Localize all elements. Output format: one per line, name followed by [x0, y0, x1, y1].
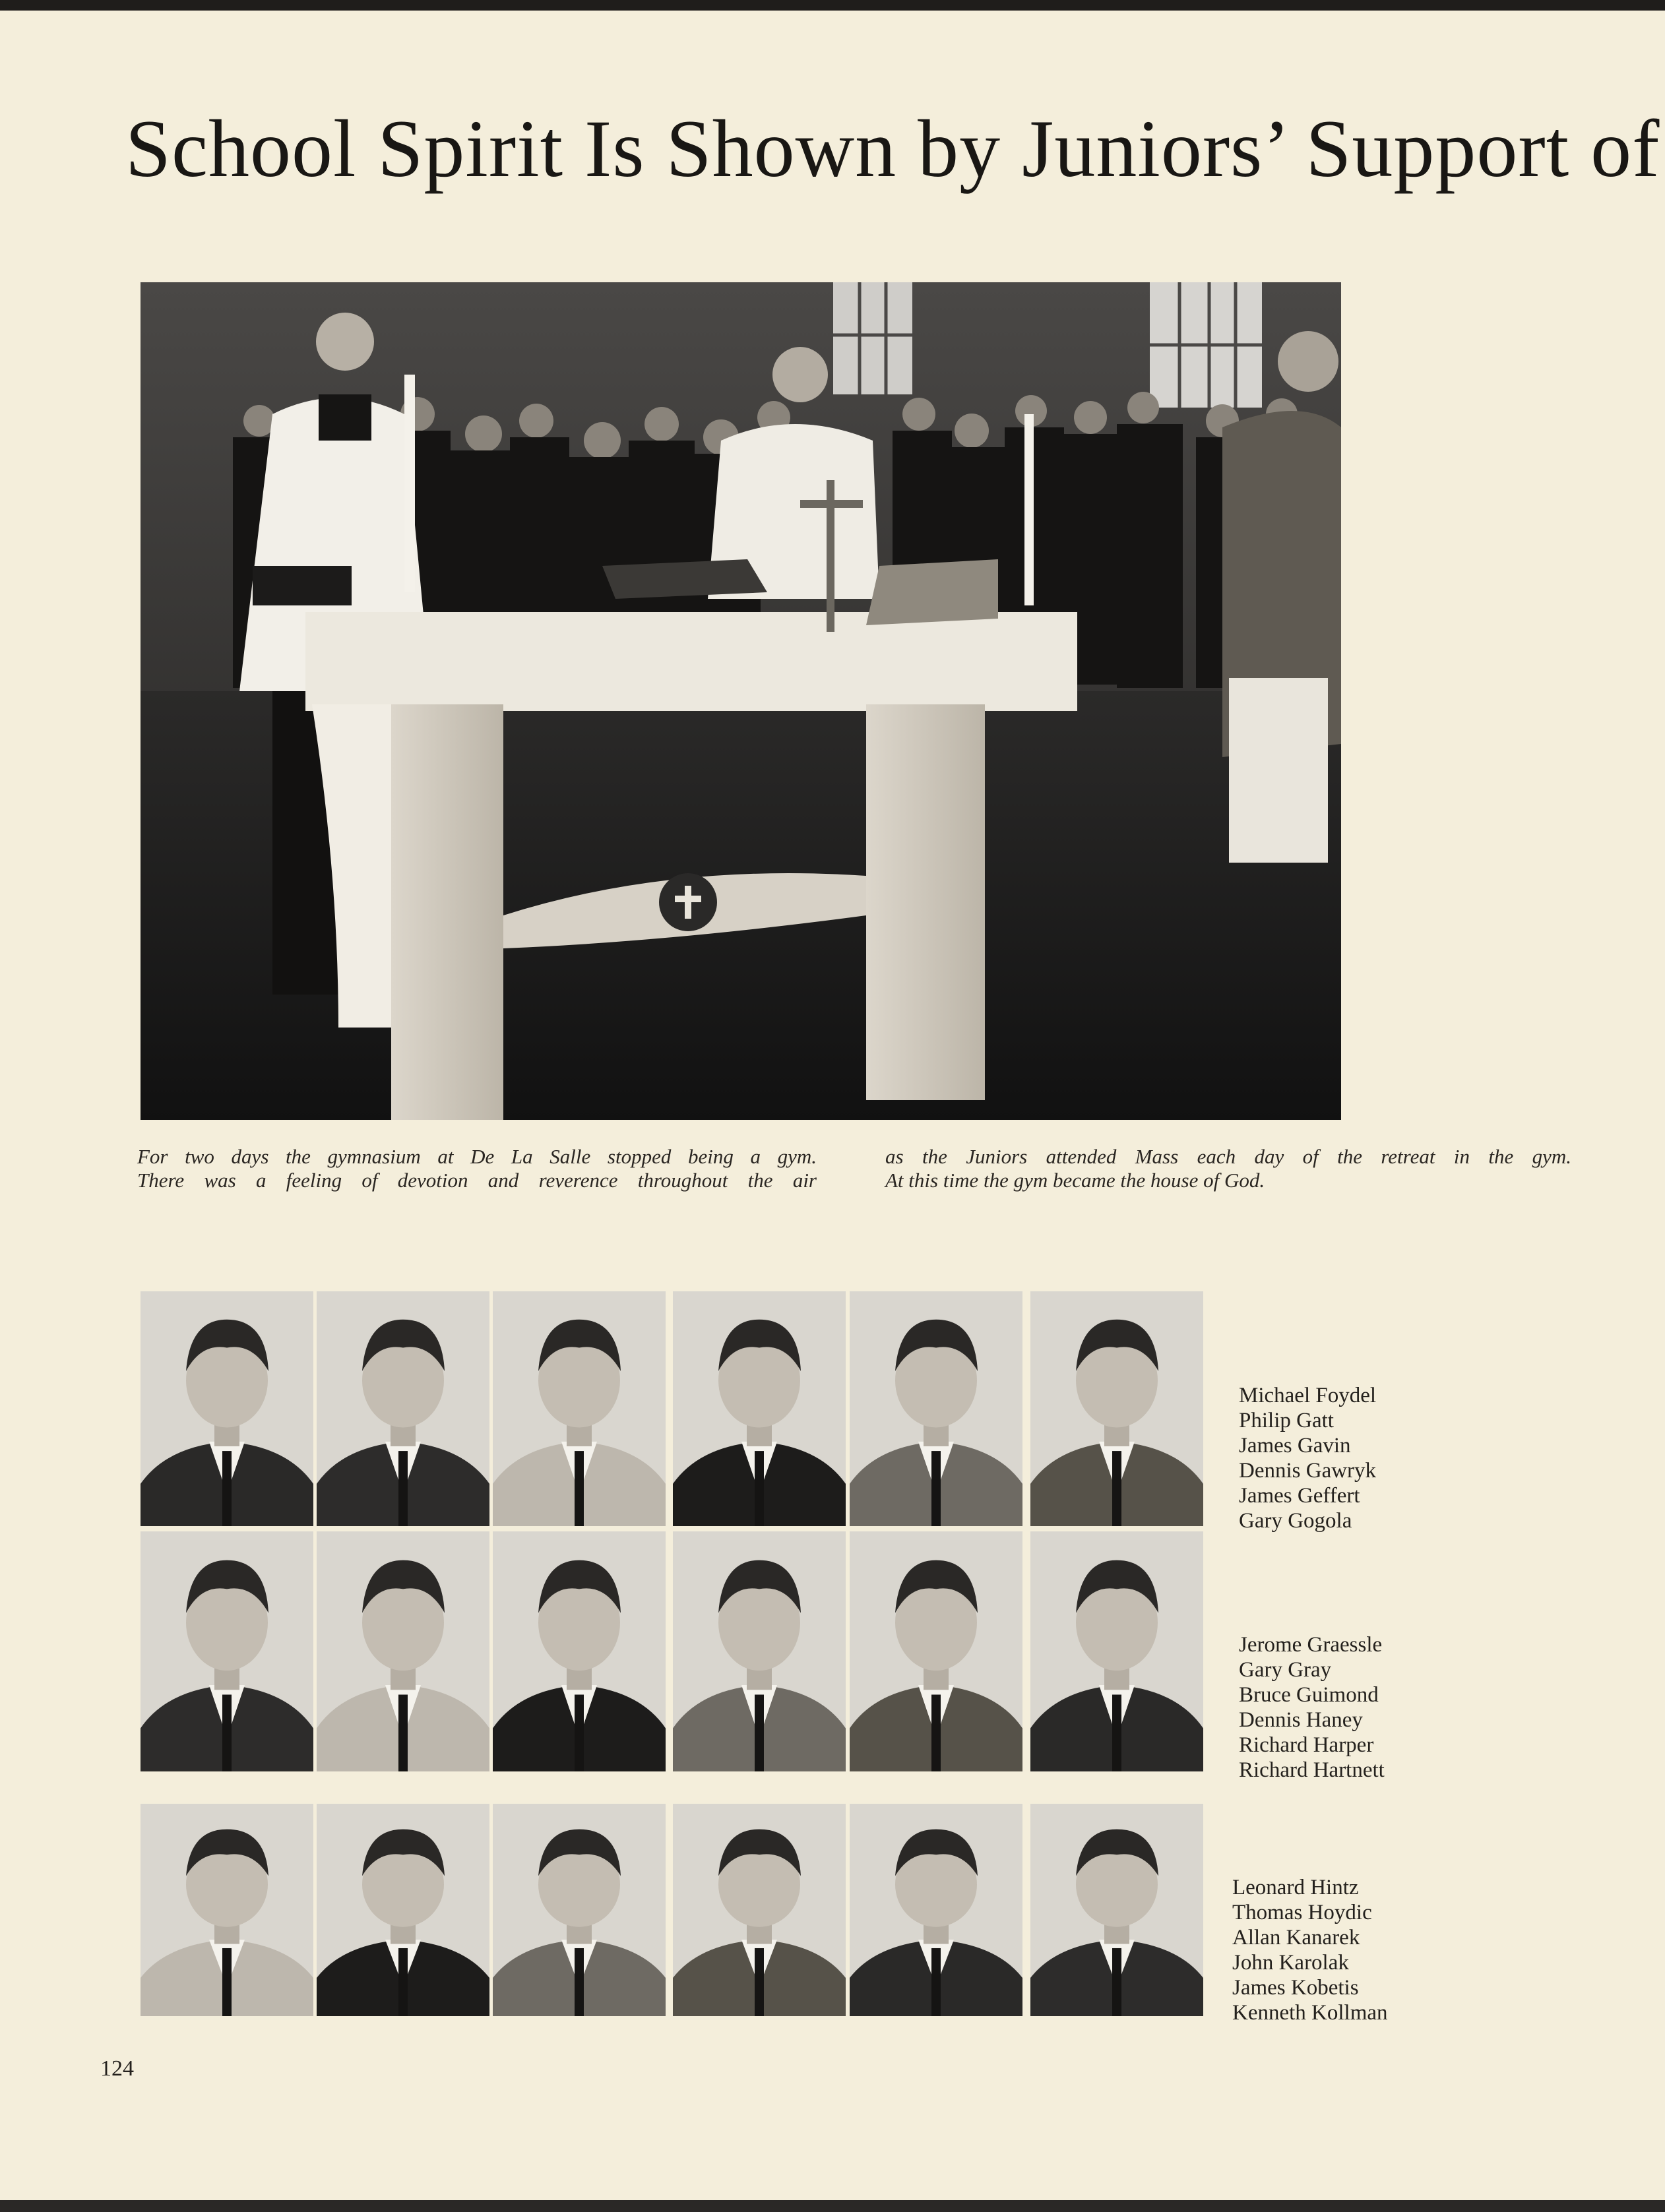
student-name: Leonard Hintz	[1232, 1876, 1359, 1899]
student-portrait	[673, 1804, 846, 2016]
student-portrait	[850, 1804, 1022, 2016]
student-name: Dennis Gawryk	[1239, 1459, 1377, 1483]
caption-right	[885, 1145, 1571, 1192]
student-portrait	[141, 1804, 313, 2016]
caption-line: There was a feeling of devotion and reverence throughout the air	[137, 1169, 817, 1192]
student-portrait	[141, 1531, 313, 1771]
page-headline: School Spirit Is Shown by Juniors’ Support of	[125, 104, 1660, 194]
student-portrait	[493, 1291, 666, 1526]
student-name: Gary Gray	[1239, 1658, 1332, 1682]
student-name: Gary Gogola	[1239, 1509, 1352, 1533]
student-portrait	[317, 1291, 489, 1526]
student-portrait	[1030, 1804, 1203, 2016]
student-portrait	[850, 1291, 1022, 1526]
student-portrait	[1030, 1291, 1203, 1526]
student-name: Dennis Haney	[1239, 1708, 1363, 1732]
student-name: John Karolak	[1232, 1951, 1349, 1975]
student-name: James Geffert	[1239, 1484, 1360, 1508]
student-name: Richard Harper	[1239, 1733, 1374, 1757]
student-name: Philip Gatt	[1239, 1409, 1334, 1432]
mass-photo	[141, 282, 1341, 1120]
student-portrait	[141, 1291, 313, 1526]
caption-left	[137, 1145, 817, 1192]
names-row-2	[1239, 1632, 1385, 1783]
student-portrait	[493, 1804, 666, 2016]
names-row-1	[1239, 1383, 1376, 1533]
student-name: Jerome Graessle	[1239, 1633, 1383, 1657]
student-name: Michael Foydel	[1239, 1384, 1377, 1407]
student-portrait	[1030, 1531, 1203, 1771]
caption-line: as the Juniors attended Mass each day of the retreat in the gym.	[885, 1145, 1571, 1168]
student-name: Bruce Guimond	[1239, 1683, 1379, 1707]
student-name: Kenneth Kollman	[1232, 2001, 1388, 2025]
student-portrait	[850, 1531, 1022, 1771]
caption-line: At this time the gym became the house of God.	[885, 1169, 1265, 1192]
student-name: James Gavin	[1239, 1434, 1351, 1458]
student-name: Allan Kanarek	[1232, 1926, 1360, 1950]
student-portrait	[673, 1291, 846, 1526]
student-portrait	[673, 1531, 846, 1771]
student-portrait	[317, 1531, 489, 1771]
scan-edge-top	[0, 0, 1665, 11]
student-name: Thomas Hoydic	[1232, 1901, 1372, 1924]
caption-line: For two days the gymnasium at De La Salle stopped being a gym.	[137, 1145, 817, 1168]
student-portrait	[317, 1804, 489, 2016]
scan-edge-bottom	[0, 2200, 1665, 2212]
student-name: James Kobetis	[1232, 1976, 1359, 2000]
page-number: 124	[100, 2056, 134, 2081]
student-portrait	[493, 1531, 666, 1771]
student-name: Richard Hartnett	[1239, 1758, 1385, 1782]
names-row-3	[1232, 1875, 1388, 2025]
